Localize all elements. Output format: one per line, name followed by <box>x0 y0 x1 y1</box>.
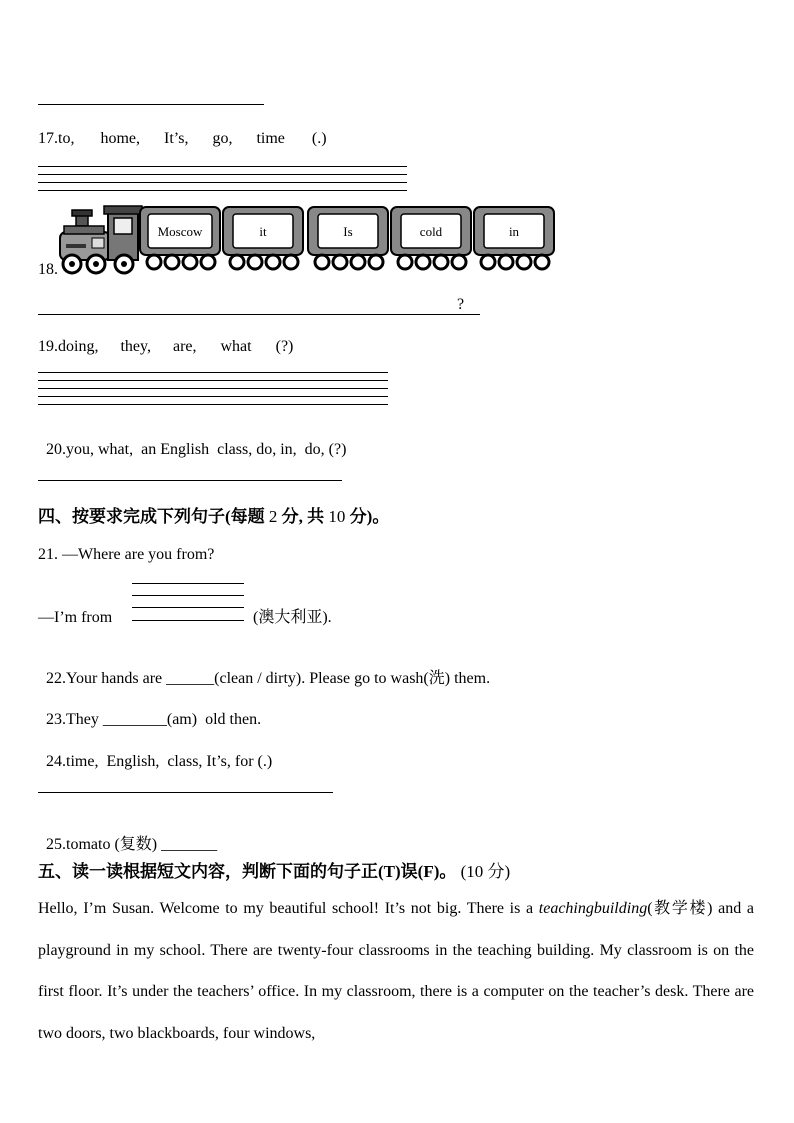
train-car <box>391 207 471 269</box>
question-text: tomato (复数) _______ <box>66 836 218 853</box>
word: are, <box>172 338 197 355</box>
answer-line-16[interactable] <box>38 104 264 105</box>
question-number: 25. <box>46 836 66 853</box>
answer-line-17[interactable] <box>38 182 407 183</box>
italic-term: teachingbuilding <box>538 900 648 917</box>
answer-line-21[interactable] <box>132 607 244 608</box>
car-label: in <box>508 224 520 239</box>
word: what <box>220 338 252 355</box>
answer-line-19[interactable] <box>38 404 388 405</box>
answer-line-17[interactable] <box>38 166 407 167</box>
question-20 <box>38 420 346 460</box>
answer-prefix: —I’m from <box>38 609 113 626</box>
word: they, <box>120 338 151 355</box>
question-text: time, English, class, It’s, for (.) <box>66 753 273 770</box>
question-17 <box>38 129 327 149</box>
train-car <box>223 207 303 269</box>
locomotive-icon <box>60 206 142 273</box>
answer-line-17[interactable] <box>38 190 407 191</box>
section-4-heading: 四、按要求完成下列句子(每题 2 分, 共 10 分)。 <box>38 507 390 526</box>
question-text: They ________(am) old then. <box>66 711 262 728</box>
answer-line-19[interactable] <box>38 388 388 389</box>
question-number: 19. <box>38 338 58 355</box>
question-number: 24. <box>46 753 66 770</box>
answer-line-21[interactable] <box>132 583 244 584</box>
answer-line-24[interactable] <box>38 792 333 793</box>
question-text: Your hands are ______(clean / dirty). Please go to wash(洗) them. <box>66 670 491 687</box>
train-car <box>308 207 388 269</box>
question-22 <box>38 649 490 689</box>
question-25 <box>38 815 217 855</box>
section-5-heading: 五、读一读根据短文内容，判断下面的句子正(T)误(F)。 (10 分) <box>38 862 511 881</box>
car-label: Is <box>343 224 353 239</box>
answer-line-21[interactable] <box>132 620 244 621</box>
reading-passage: Hello, I’m Susan. Welcome to my beautiful school! It’s not big. There is a teachingbuilding(教学楼) and a playground in my school. There are twenty-four classrooms in the teaching building. My classroom is on the first floor. It’s under the teachers’ office. In my classroom, there is a computer on the teacher’s desk. There are two doors, two blackboards, four windows, <box>38 900 754 1042</box>
question-number: 20. <box>46 441 66 458</box>
word: home, <box>100 130 140 147</box>
question-24 <box>38 732 272 772</box>
hint-text: (澳大利亚). <box>253 609 332 626</box>
question-text: you, what, an English class, do, in, do, (?) <box>66 441 347 458</box>
question-number: 21. <box>38 546 58 563</box>
answer-line-17[interactable] <box>38 174 407 175</box>
question-21 <box>38 545 214 565</box>
answer-line-21[interactable] <box>132 595 244 596</box>
car-label: it <box>259 224 267 239</box>
answer-line-20[interactable] <box>38 480 342 481</box>
question-number: 17. <box>38 130 58 147</box>
answer-line-19[interactable] <box>38 372 388 373</box>
word: (.) <box>311 130 327 147</box>
question-23 <box>38 690 261 730</box>
car-label: Moscow <box>157 224 203 239</box>
word: to, <box>58 130 75 147</box>
question-19 <box>38 337 293 357</box>
train-car <box>140 207 220 269</box>
answer-line-19[interactable] <box>38 396 388 397</box>
question-number: 23. <box>46 711 66 728</box>
answer-line-19[interactable] <box>38 380 388 381</box>
word: It’s, <box>164 130 189 147</box>
question-mark: ? <box>457 296 465 313</box>
question-18-number: 18. <box>38 261 58 278</box>
question-text: —Where are you from? <box>62 546 215 563</box>
word: time <box>256 130 285 147</box>
question-number: 22. <box>46 670 66 687</box>
word: (?) <box>275 338 294 355</box>
train-car <box>474 207 554 269</box>
word: go, <box>212 130 233 147</box>
train-illustration <box>58 204 558 278</box>
word: doing, <box>58 338 99 355</box>
answer-line-18[interactable] <box>38 314 480 315</box>
car-label: cold <box>419 224 443 239</box>
